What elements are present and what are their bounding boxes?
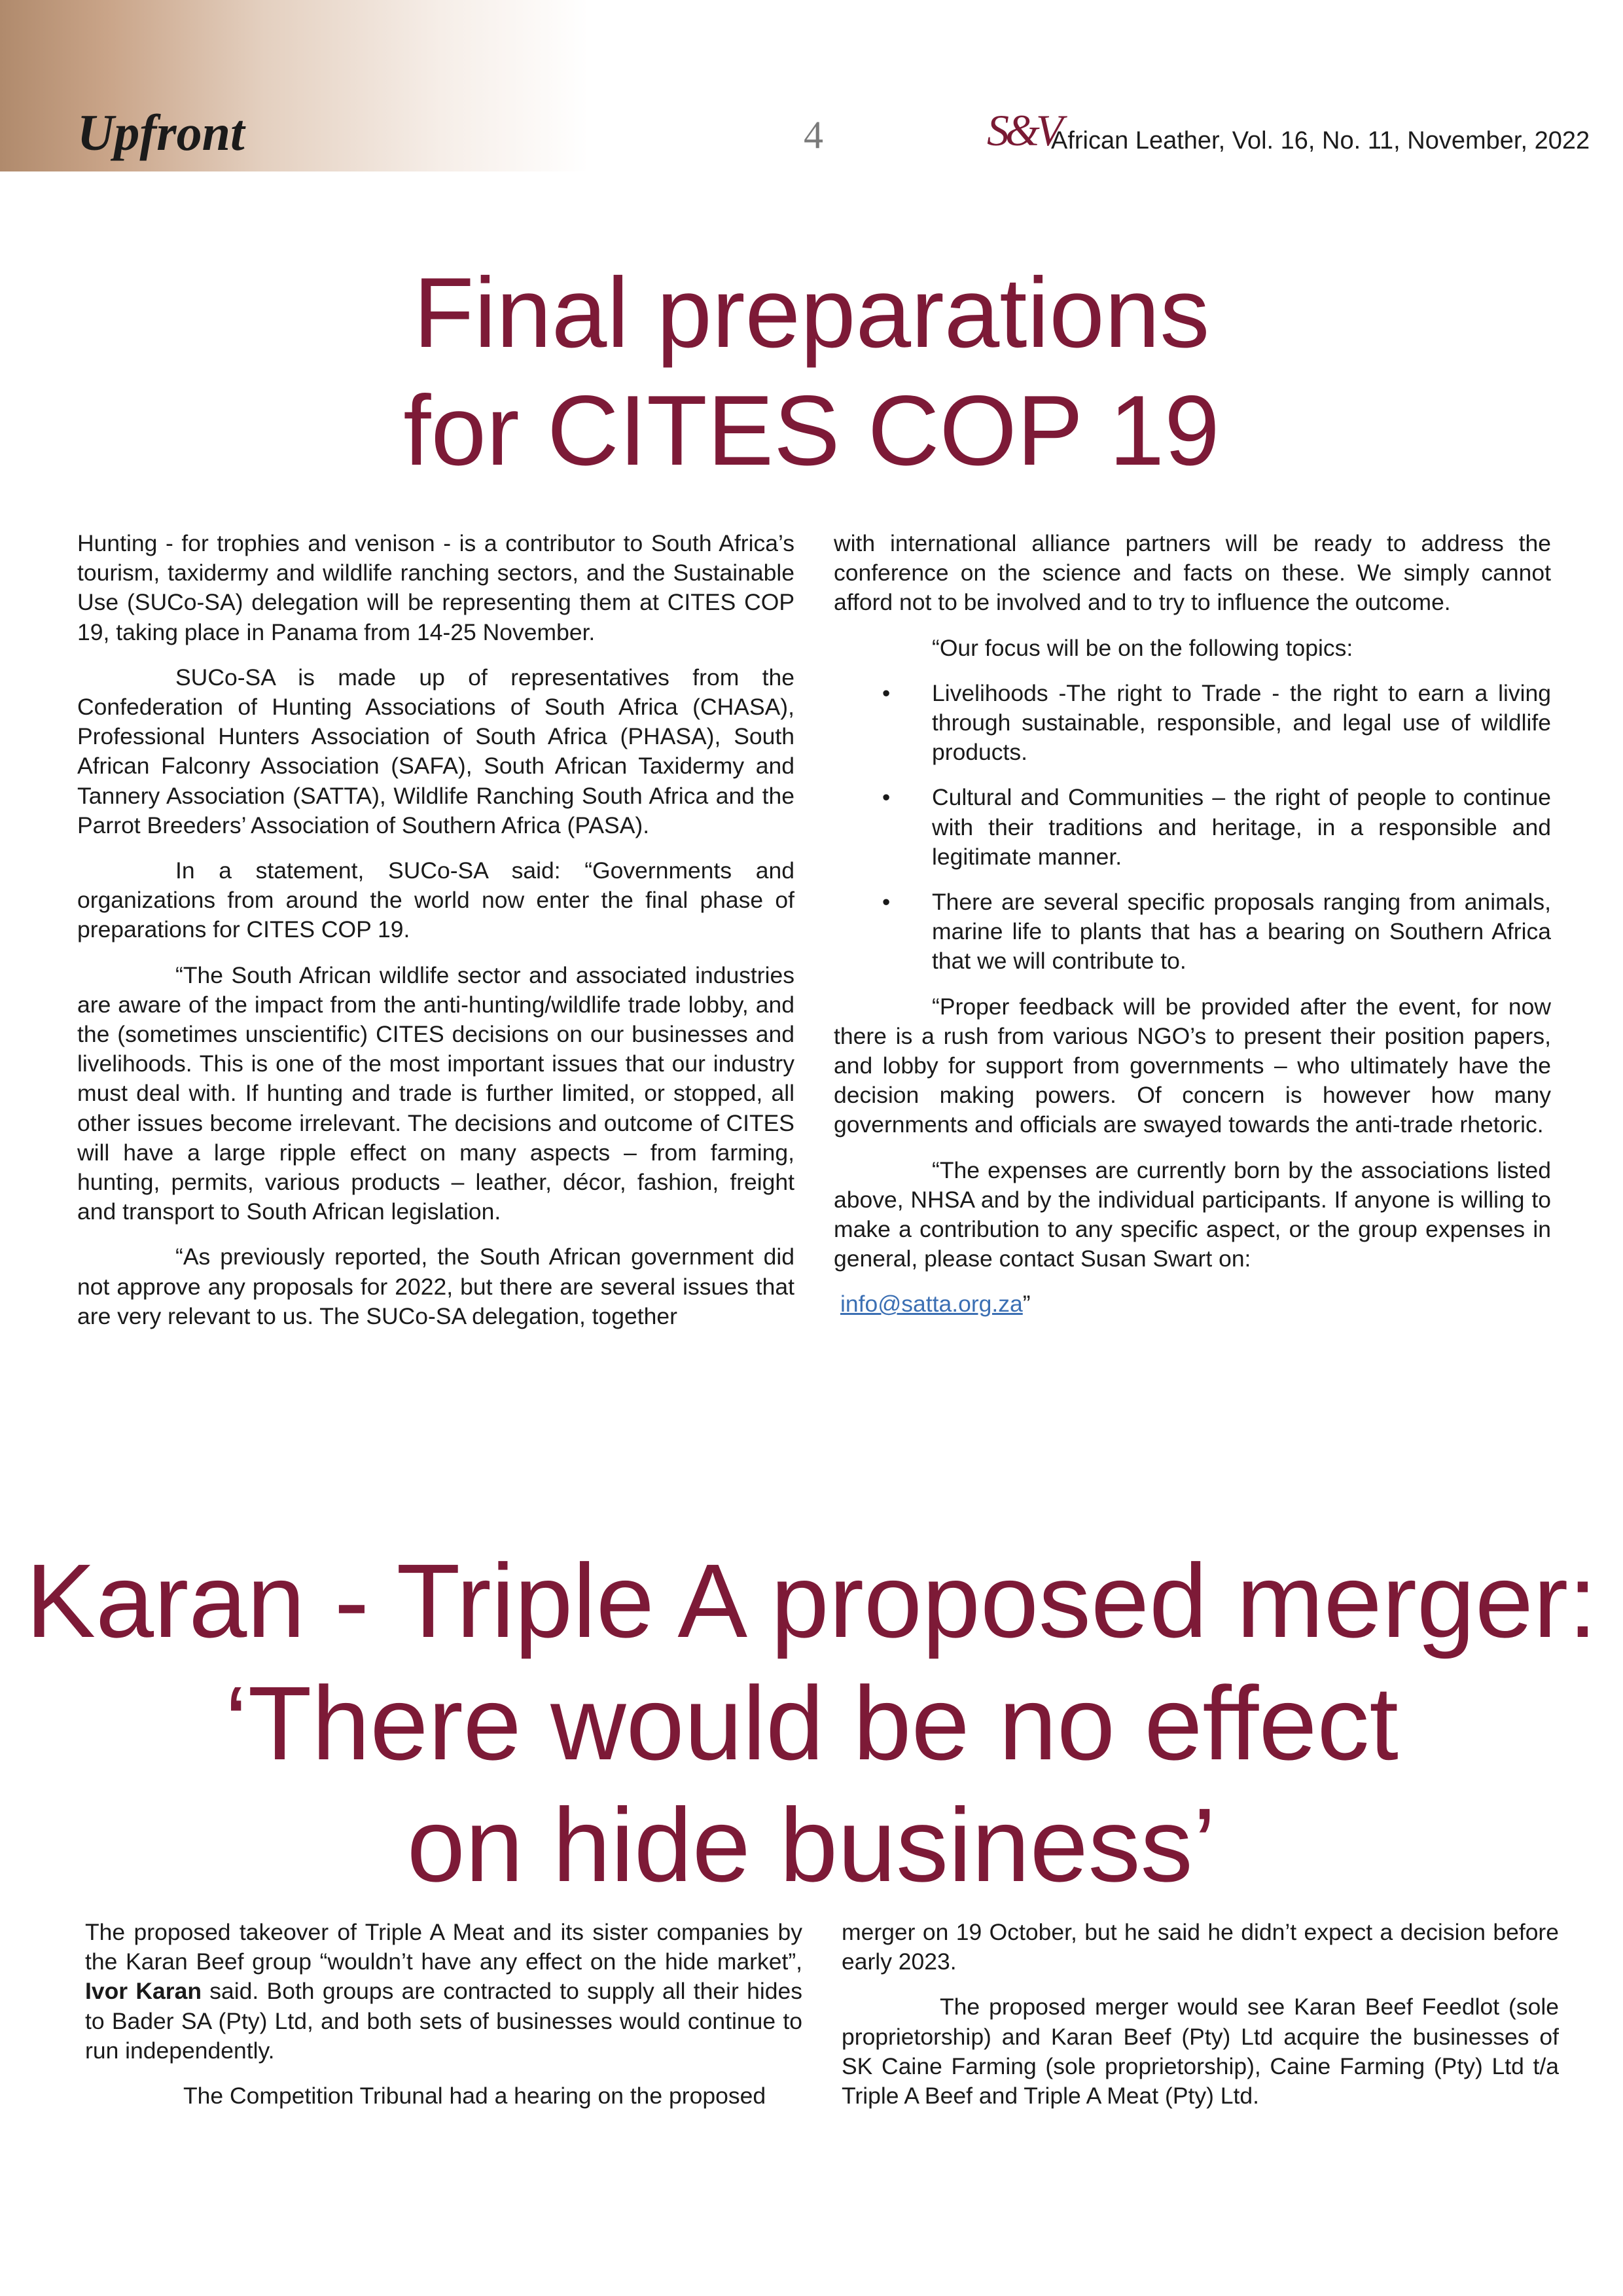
bullet-icon: • bbox=[882, 785, 891, 811]
paragraph: In a statement, SUCo-SA said: “Governments and organizations from around the world now enter the final phase of preparations for CITES COP 19. bbox=[77, 857, 794, 943]
article1-headline-line1: Final preparations bbox=[413, 257, 1210, 368]
paragraph: The Competition Tribunal had a hearing on the proposed bbox=[183, 2083, 766, 2109]
paragraph: Hunting - for trophies and venison - is a contributor to South Africa’s tourism, taxidermy and wildlife ranching sectors, and the Sustainable Use (SUCo-SA) delegation will be representing them at CITES COP 19, taking place in Panama from 14-25 November. bbox=[77, 530, 794, 645]
list-item bbox=[882, 679, 1551, 768]
paragraph: “Proper feedback will be provided after the event, for now there is a rush from various NGO’s to present their position papers, and lobby for support from governments – who ultimately have the decision making powers. Of concern is however how many governments and officials are swayed towards the anti-trade rhetoric. bbox=[834, 993, 1551, 1138]
quote-close: ” bbox=[1022, 1291, 1031, 1318]
paragraph-text: The proposed takeover of Triple A Meat and its sister companies by the Karan Beef group “wouldn’t have any effect on the hide market”, bbox=[85, 1919, 802, 1975]
section-label: Upfront bbox=[77, 104, 245, 161]
list-item-text: Livelihoods -The right to Trade - the right to earn a living through sustainable, responsible, and legal use of wildlife products. bbox=[932, 679, 1551, 766]
article2-headline-quote bbox=[0, 1662, 1623, 1906]
article2-headline-line1: Karan - Triple A proposed merger: bbox=[26, 1542, 1597, 1659]
contact-line bbox=[834, 1289, 1551, 1319]
article2-column-right bbox=[842, 1918, 1559, 2126]
article2-headline-line3: on hide business’ bbox=[406, 1786, 1217, 1903]
paragraph: merger on 19 October, but he said he didn’t expect a decision before early 2023. bbox=[842, 1919, 1559, 1975]
bullet-icon: • bbox=[882, 680, 891, 706]
paragraph-text: said. Both groups are contracted to supply all their hides to Bader SA (Pty) Ltd, and both sets of businesses would continue to run independently. bbox=[85, 1978, 802, 2064]
page-number: 4 bbox=[804, 113, 823, 156]
article2-column-left bbox=[85, 1918, 802, 2126]
bullet-icon: • bbox=[882, 889, 891, 916]
paragraph: “Our focus will be on the following topics: bbox=[932, 634, 1353, 661]
list-item-text: There are several specific proposals ranging from animals, marine life to plants that has a bearing on Southern Africa that we will contribute to. bbox=[932, 889, 1551, 975]
article2-headline-line2: ‘There would be no effect bbox=[224, 1664, 1399, 1782]
paragraph: “The expenses are currently born by the associations listed above, NHSA and by the individual participants. If anyone is willing to make a contribution to any specific aspect, or the group expenses in general, please contact Susan Swart on: bbox=[834, 1157, 1551, 1272]
article1-headline bbox=[0, 254, 1623, 490]
paragraph: SUCo-SA is made up of representatives from the Confederation of Hunting Associations of South Africa (CHASA), Professional Hunters Association of South Africa (PHASA), South African Falconry Association (SAFA), South African Taxidermy and Tannery Association (SATTA), Wildlife Ranching South Africa and the Parrot Breeders’ Association of Southern Africa (PASA). bbox=[77, 664, 794, 838]
article1-column-left bbox=[77, 529, 794, 1347]
list-item bbox=[882, 888, 1551, 977]
list-item-text: Cultural and Communities – the right of people to continue with their traditions and heritage, in a responsible and legitimate manner. bbox=[932, 784, 1551, 870]
publisher-logo: S&V bbox=[987, 105, 1060, 155]
list-item bbox=[882, 783, 1551, 872]
article1-column-right bbox=[834, 529, 1551, 1335]
paragraph: with international alliance partners will be ready to address the conference on the science and facts on these. We simply cannot afford not to be involved and to try to influence the outcome. bbox=[834, 530, 1551, 616]
topics-list bbox=[834, 679, 1551, 977]
paragraph: “As previously reported, the South African government did not approve any proposals for 2022, but there are several issues that are very relevant to us. The SUCo-SA delegation, together bbox=[77, 1244, 794, 1329]
email-link[interactable]: info@satta.org.za bbox=[840, 1291, 1023, 1318]
issue-info: African Leather, Vol. 16, No. 11, November, 2022 bbox=[1051, 127, 1590, 154]
paragraph: The proposed merger would see Karan Beef Feedlot (sole proprietorship) and Karan Beef (Pty) Ltd acquire the businesses of SK Caine Farming (sole proprietorship), Caine Farming (Pty) Ltd t/a Triple A Beef and Triple A Meat (Pty) Ltd. bbox=[842, 1994, 1559, 2109]
paragraph bbox=[85, 1918, 802, 2066]
paragraph: “The South African wildlife sector and associated industries are aware of the impact from the anti-hunting/wildlife trade lobby, and the (sometimes unscientific) CITES decisions on our businesses and livelihoods. This is one of the most important issues that our industry must deal with. If hunting and trade is further limited, or stopped, all other issues become irrelevant. The decisions and outcome of CITES will have a large ripple effect on many aspects – from farming, hunting, permits, various products – leather, décor, fashion, freight and transport to South African legislation. bbox=[77, 961, 794, 1225]
article1-headline-line2: for CITES COP 19 bbox=[403, 375, 1220, 486]
person-name: Ivor Karan bbox=[85, 1978, 202, 2005]
